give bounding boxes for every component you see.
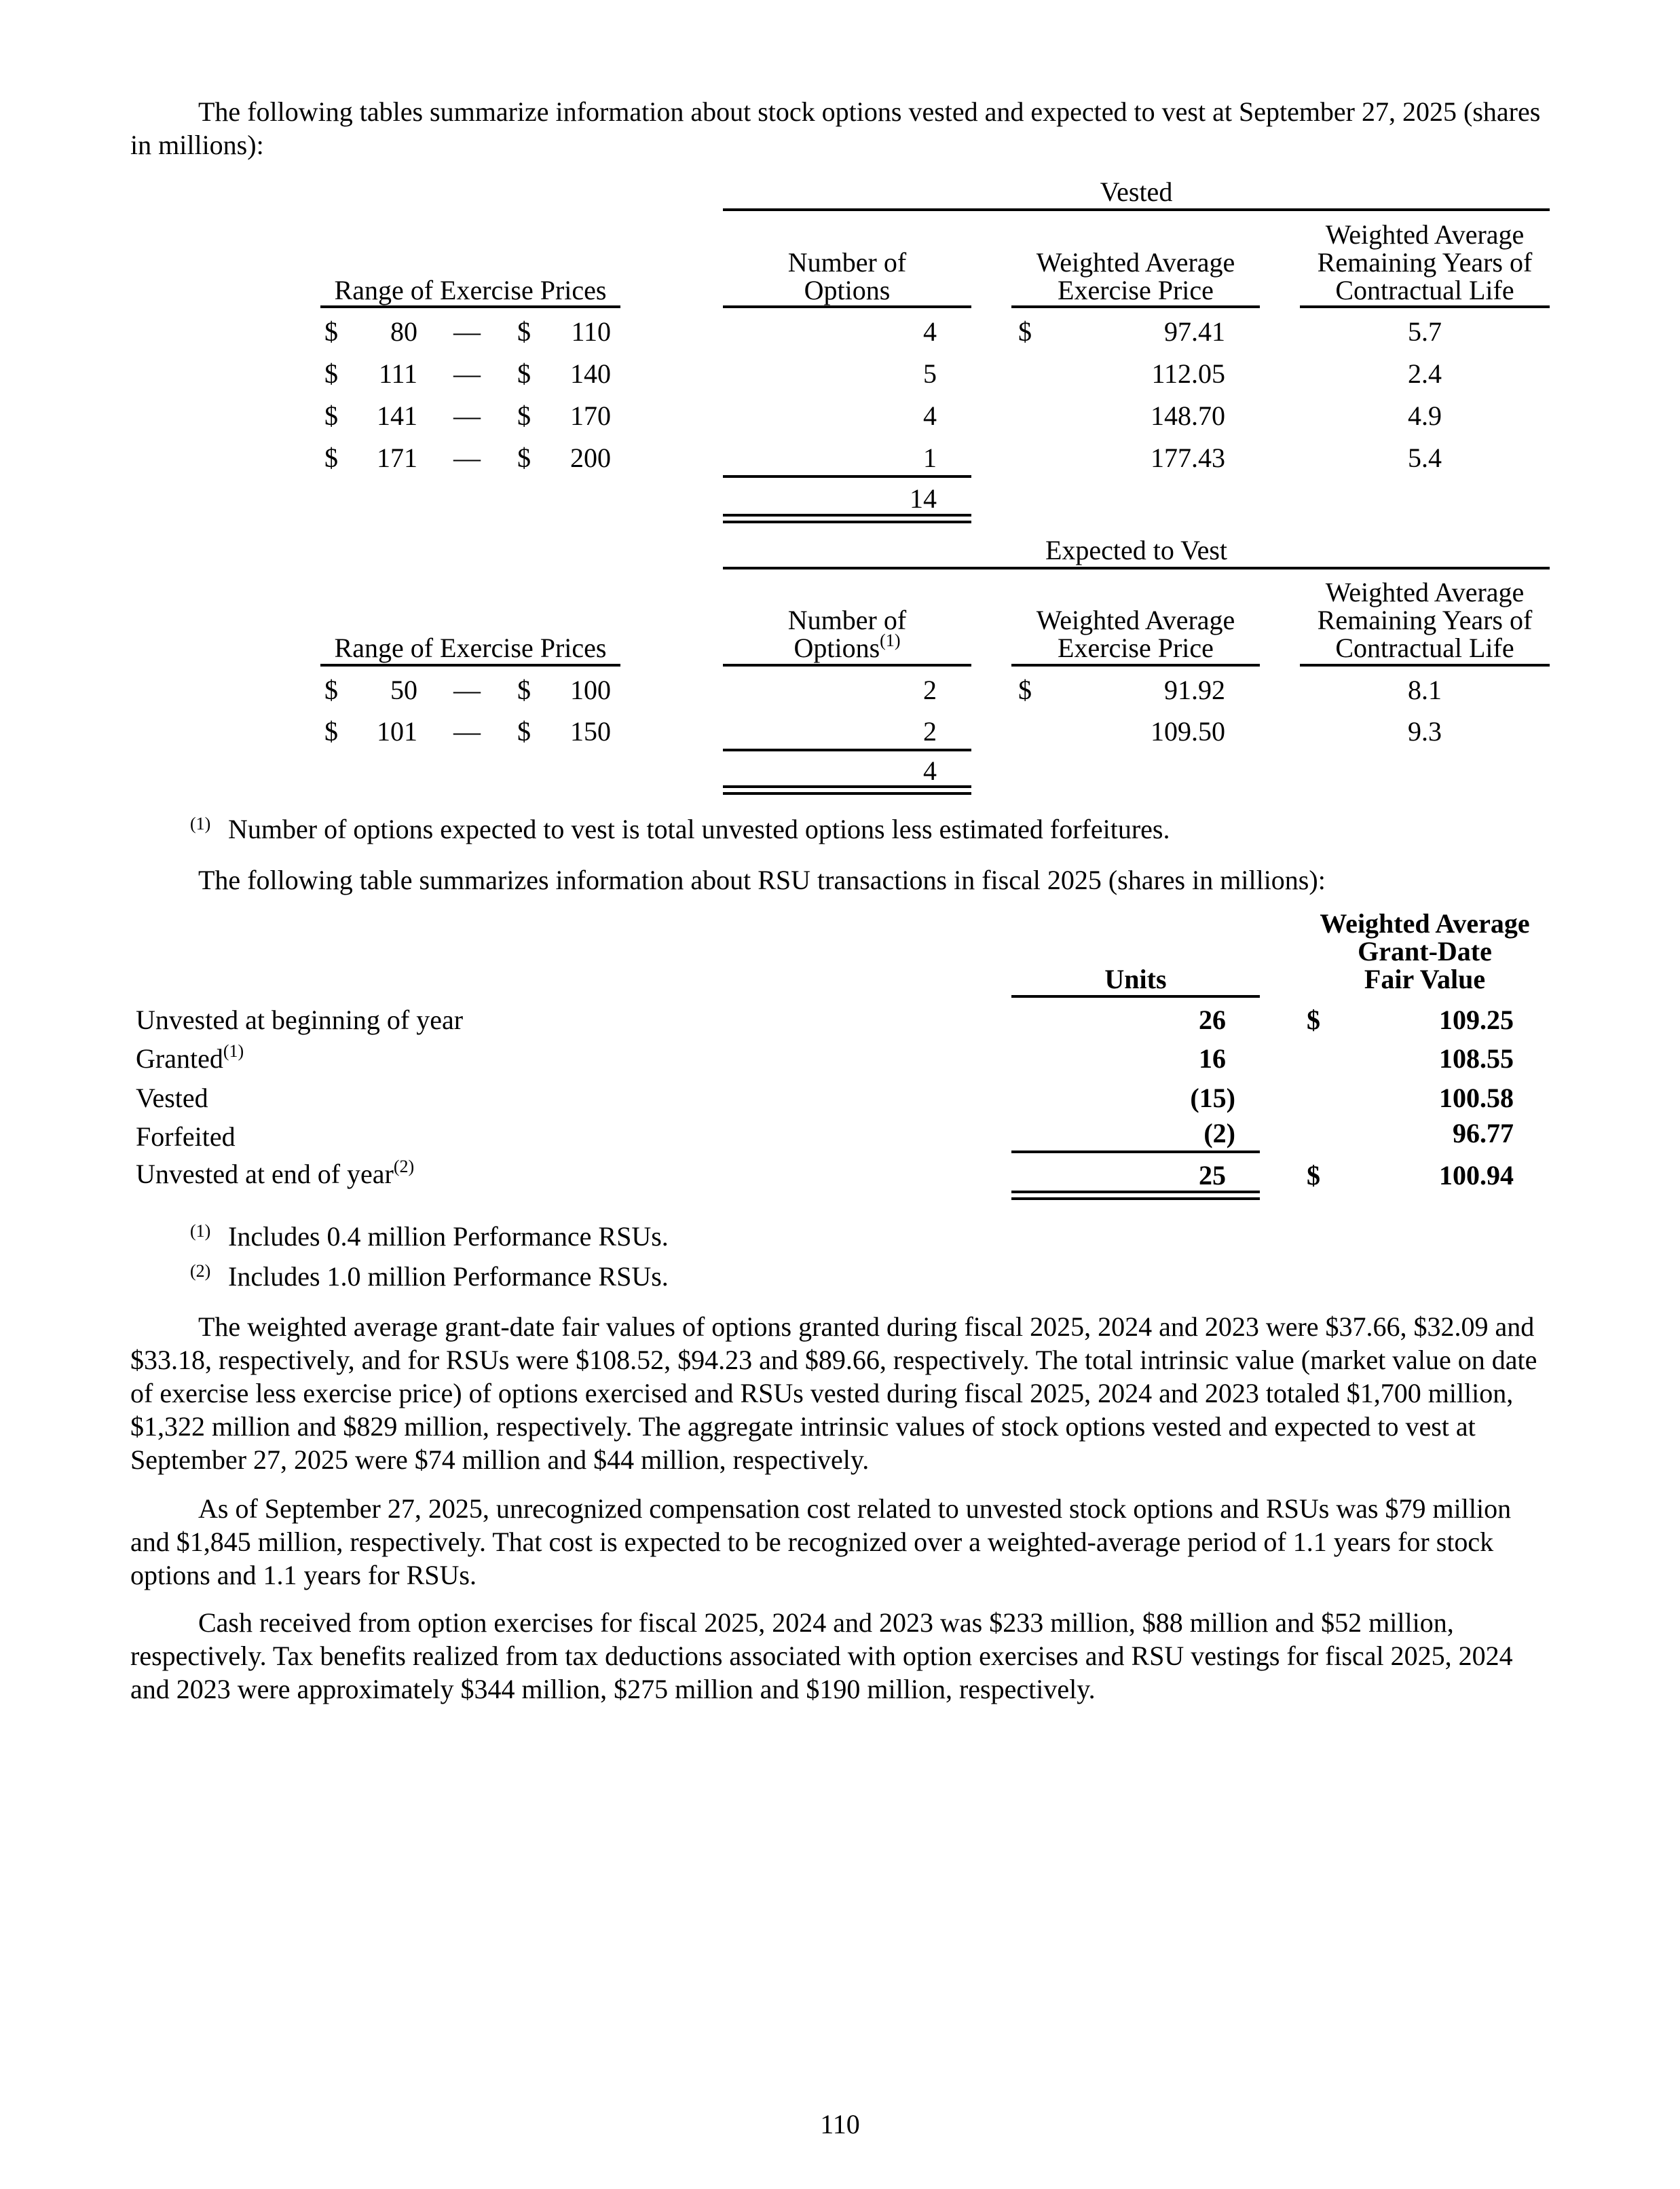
expected-col-price-line1: Weighted Average xyxy=(1036,605,1235,635)
range-high: 170 xyxy=(570,400,611,431)
row-label: Forfeited xyxy=(136,1121,236,1152)
paragraph-cash-received: Cash received from option exercises for fiscal 2025, 2024 and 2023 was $233 million, $88 million and $52 million, respectively. Tax benefits realized from tax deductions associated with option exercises and RSU vestings for fiscal 2025, 2024 and 2023 were approximately $344 million, $275 million and $190 million, respectively. xyxy=(130,1607,1513,1704)
expected-col-options-line2 xyxy=(723,630,971,663)
range-dash: — xyxy=(453,358,481,389)
vested-col-options-line1: Number of xyxy=(787,247,907,278)
range-low: 111 xyxy=(378,358,417,389)
rsu-col-value-line2: Grant-Date xyxy=(1358,936,1492,967)
dollar-sign: $ xyxy=(1307,1005,1320,1035)
vested-col-range-rule xyxy=(320,305,620,308)
vested-col-range: Range of Exercise Prices xyxy=(334,275,607,305)
vested-title: Vested xyxy=(1100,176,1173,207)
range-high: 140 xyxy=(570,358,611,389)
units-value: 25 xyxy=(1199,1160,1226,1191)
row-label: Granted xyxy=(136,1043,223,1074)
range-low: 171 xyxy=(377,443,417,473)
range-dash: — xyxy=(453,443,481,473)
expected-col-life-line2: Remaining Years of xyxy=(1317,605,1533,635)
expected-total: 4 xyxy=(923,755,937,786)
subtotal-rule xyxy=(1011,1150,1260,1153)
dollar-sign: $ xyxy=(324,316,338,347)
intro-paragraph: The following tables summarize information about stock options vested and expected to vest at September 27, 2025 (shares in millions): xyxy=(130,96,1541,160)
vested-col-options-line2: Options xyxy=(804,275,891,305)
remaining-life: 2.4 xyxy=(1408,358,1442,389)
dollar-sign: $ xyxy=(324,443,338,473)
footnote-marker: (2) xyxy=(190,1261,211,1281)
units-value: 26 xyxy=(1199,1005,1226,1035)
paragraph-unrecognized-cost: As of September 27, 2025, unrecognized compensation cost related to unvested stock options and RSUs was $79 million and $1,845 million, respectively. That cost is expected to be recognized over a weighted-average period of 1.1 years for stock options and 1.1 years for RSUs. xyxy=(130,1493,1512,1590)
footnote-marker: (1) xyxy=(223,1041,244,1061)
vested-total: 14 xyxy=(910,483,937,514)
vested-col-price-line1: Weighted Average xyxy=(1036,247,1235,278)
range-high: 110 xyxy=(571,316,611,347)
fair-value: 100.58 xyxy=(1439,1083,1514,1113)
expected-col-options xyxy=(723,606,971,662)
footnote-marker: (1) xyxy=(880,630,901,650)
rsu-col-value xyxy=(1300,910,1550,993)
footnote-marker: (2) xyxy=(393,1156,415,1176)
expected-col-life-rule xyxy=(1300,664,1550,667)
vested-col-life-line3: Contractual Life xyxy=(1335,275,1514,305)
subtotal-rule xyxy=(723,749,971,751)
dollar-sign: $ xyxy=(517,358,531,389)
footnote-text: Includes 1.0 million Performance RSUs. xyxy=(228,1261,669,1292)
options-count: 1 xyxy=(923,443,937,473)
dollar-sign: $ xyxy=(324,716,338,747)
footnote-text: Number of options expected to vest is total unvested options less estimated forfeitures. xyxy=(228,814,1170,844)
vested-col-options xyxy=(723,248,971,304)
expected-col-life-line1: Weighted Average xyxy=(1325,577,1525,607)
range-high: 100 xyxy=(570,675,611,705)
exercise-price: 112.05 xyxy=(1151,358,1225,389)
expected-col-options-line1: Number of xyxy=(787,605,907,635)
range-dash: — xyxy=(453,400,481,431)
rsu-col-value-line3: Fair Value xyxy=(1364,964,1486,994)
dollar-sign: $ xyxy=(517,443,531,473)
footnote-text: Includes 0.4 million Performance RSUs. xyxy=(228,1221,669,1252)
fair-value: 109.25 xyxy=(1439,1005,1514,1035)
options-count: 4 xyxy=(923,400,937,431)
vested-col-price xyxy=(1011,248,1260,304)
exercise-price: 148.70 xyxy=(1151,400,1225,431)
remaining-life: 8.1 xyxy=(1408,675,1442,705)
row-label: Vested xyxy=(136,1083,208,1113)
range-low: 50 xyxy=(390,675,417,705)
vested-col-options-rule xyxy=(723,305,971,308)
expected-col-price xyxy=(1011,606,1260,662)
range-low: 80 xyxy=(390,316,417,347)
expected-title: Expected to Vest xyxy=(1045,535,1228,565)
dollar-sign: $ xyxy=(324,358,338,389)
expected-col-range-rule xyxy=(320,664,620,667)
exercise-price: 109.50 xyxy=(1151,716,1225,747)
dollar-sign: $ xyxy=(1307,1160,1320,1191)
expected-col-options-label: Options xyxy=(794,633,880,663)
dollar-sign: $ xyxy=(517,316,531,347)
fair-value: 100.94 xyxy=(1439,1160,1514,1191)
range-dash: — xyxy=(453,316,481,347)
row-label-wrap xyxy=(136,1042,244,1075)
remaining-life: 5.4 xyxy=(1408,443,1442,473)
vested-title-rule xyxy=(723,208,1550,211)
total-double-rule xyxy=(723,785,971,795)
range-high: 150 xyxy=(570,716,611,747)
page-number: 110 xyxy=(820,2109,860,2139)
exercise-price: 97.41 xyxy=(1164,316,1225,347)
range-high: 200 xyxy=(570,443,611,473)
dollar-sign: $ xyxy=(517,675,531,705)
row-label: Unvested at beginning of year xyxy=(136,1005,464,1035)
remaining-life: 5.7 xyxy=(1408,316,1442,347)
range-dash: — xyxy=(453,675,481,705)
options-count: 2 xyxy=(923,675,937,705)
total-double-rule xyxy=(1011,1191,1260,1200)
expected-col-price-rule xyxy=(1011,664,1260,667)
options-count: 4 xyxy=(923,316,937,347)
exercise-price: 91.92 xyxy=(1164,675,1225,705)
vested-col-price-line2: Exercise Price xyxy=(1058,275,1214,305)
range-dash: — xyxy=(453,716,481,747)
dollar-sign: $ xyxy=(1018,316,1032,347)
dollar-sign: $ xyxy=(517,716,531,747)
rsu-col-units-rule xyxy=(1011,995,1260,998)
paragraph-fair-values: The weighted average grant-date fair values of options granted during fiscal 2025, 2024 and 2023 were $37.66, $32.09 and $33.18, respectively, and for RSUs were $108.52, $94.23 and $89.66, respectively. The total intrinsic value (market value on date of exercise less exercise price) of options exercised and RSUs vested during fiscal 2025, 2024 and 2023 totaled $1,700 million, $1,322 million and $829 million, respectively. The aggregate intrinsic values of stock options vested and expected to vest at September 27, 2025 were $74 million and $44 million, respectively. xyxy=(130,1311,1537,1475)
footnote-marker: (1) xyxy=(190,814,211,834)
vested-col-life-rule xyxy=(1300,305,1550,308)
dollar-sign: $ xyxy=(324,675,338,705)
dollar-sign: $ xyxy=(324,400,338,431)
row-label-wrap xyxy=(136,1157,414,1191)
expected-col-range: Range of Exercise Prices xyxy=(334,633,607,663)
dollar-sign: $ xyxy=(1018,675,1032,705)
units-value: 16 xyxy=(1199,1043,1226,1074)
rsu-col-units: Units xyxy=(1104,964,1167,994)
expected-col-life-line3: Contractual Life xyxy=(1335,633,1514,663)
options-count: 2 xyxy=(923,716,937,747)
options-count: 5 xyxy=(923,358,937,389)
fair-value: 96.77 xyxy=(1453,1118,1514,1148)
vested-col-price-rule xyxy=(1011,305,1260,308)
vested-col-life xyxy=(1300,221,1550,304)
units-value: (15) xyxy=(1190,1083,1235,1113)
dollar-sign: $ xyxy=(517,400,531,431)
rsu-intro-paragraph: The following table summarizes information about RSU transactions in fiscal 2025 (shares in millions): xyxy=(198,865,1326,895)
row-label: Unvested at end of year xyxy=(136,1159,394,1189)
expected-col-options-rule xyxy=(723,664,971,667)
remaining-life: 9.3 xyxy=(1408,716,1442,747)
rsu-col-value-line1: Weighted Average xyxy=(1320,908,1530,939)
exercise-price: 177.43 xyxy=(1151,443,1225,473)
vested-col-life-line2: Remaining Years of xyxy=(1317,247,1533,278)
range-low: 101 xyxy=(377,716,417,747)
expected-col-price-line2: Exercise Price xyxy=(1058,633,1214,663)
vested-col-life-line1: Weighted Average xyxy=(1325,219,1525,250)
footnote-marker: (1) xyxy=(190,1221,211,1241)
fair-value: 108.55 xyxy=(1439,1043,1514,1074)
range-low: 141 xyxy=(377,400,417,431)
subtotal-rule xyxy=(723,475,971,478)
units-value: (2) xyxy=(1203,1118,1235,1148)
expected-col-life xyxy=(1300,578,1550,662)
expected-title-rule xyxy=(723,567,1550,569)
remaining-life: 4.9 xyxy=(1408,400,1442,431)
total-double-rule xyxy=(723,514,971,523)
